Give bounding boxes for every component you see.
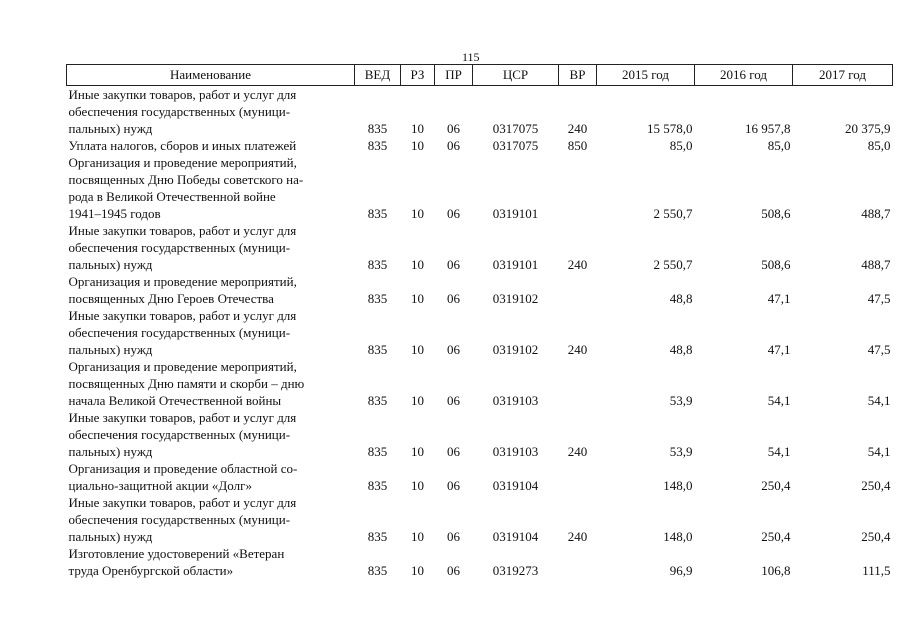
budget-table (66, 64, 893, 579)
table-row (67, 358, 893, 409)
row-2017: 250,4 (861, 529, 891, 544)
row-csr: 0319101 (492, 257, 539, 272)
row-vr (559, 273, 597, 307)
row-2015: 53,9 (669, 393, 693, 408)
row-2015: 148,0 (663, 478, 693, 493)
row-2016: 16 957,8 (745, 121, 791, 136)
row-2016: 54,1 (767, 393, 791, 408)
row-ved: 835 (367, 291, 388, 306)
row-csr: 0319104 (492, 529, 539, 544)
row-pr: 06 (447, 444, 460, 459)
row-2016: 106,8 (761, 563, 791, 578)
row-2017: 111,5 (862, 563, 891, 578)
row-2015: 15 578,0 (647, 121, 693, 136)
page-number: 115 (462, 50, 480, 64)
row-csr: 0317075 (492, 138, 539, 153)
row-ved: 835 (367, 121, 388, 136)
row-rz: 10 (411, 563, 424, 578)
row-name: Иные закупки товаров, работ и услуг для обеспечения государственных (муници- пальных) нужд (68, 223, 297, 272)
row-vr: 850 (567, 138, 588, 153)
row-rz: 10 (411, 206, 424, 221)
table-row (67, 545, 893, 579)
row-pr: 06 (447, 529, 460, 544)
row-vr (559, 358, 597, 409)
row-vr: 240 (567, 444, 588, 459)
row-vr (559, 154, 597, 222)
header-2017: 2017 год (793, 65, 893, 86)
row-ved: 835 (367, 393, 388, 408)
row-name: Организация и проведение мероприятий, посвященных Дню Героев Отечества (68, 274, 297, 306)
row-pr: 06 (447, 342, 460, 357)
row-csr: 0319103 (492, 444, 539, 459)
row-2016: 250,4 (761, 529, 791, 544)
row-vr (559, 545, 597, 579)
row-csr: 0317075 (492, 121, 539, 136)
row-rz: 10 (411, 138, 424, 153)
row-name: Организация и проведение мероприятий, посвященных Дню памяти и скорби – дню начала Великой Отечественной войны (68, 359, 305, 408)
row-vr: 240 (567, 529, 588, 544)
row-ved: 835 (367, 342, 388, 357)
row-2016: 250,4 (761, 478, 791, 493)
row-rz: 10 (411, 444, 424, 459)
row-name: Иные закупки товаров, работ и услуг для обеспечения государственных (муници- пальных) нужд (68, 495, 297, 544)
row-csr: 0319102 (492, 291, 539, 306)
table-header (67, 65, 893, 86)
table-row (67, 154, 893, 222)
row-2016: 508,6 (761, 206, 791, 221)
row-2017: 54,1 (867, 444, 891, 459)
row-pr: 06 (447, 138, 460, 153)
row-2015: 85,0 (669, 138, 693, 153)
header-2015: 2015 год (597, 65, 695, 86)
row-pr: 06 (447, 206, 460, 221)
row-rz: 10 (411, 529, 424, 544)
header-csr: ЦСР (473, 65, 559, 86)
row-ved: 835 (367, 138, 388, 153)
table-body (67, 86, 893, 580)
row-2016: 54,1 (767, 444, 791, 459)
table-row (67, 137, 893, 154)
row-2017: 20 375,9 (845, 121, 891, 136)
row-csr: 0319104 (492, 478, 539, 493)
table-row (67, 273, 893, 307)
row-2015: 96,9 (669, 563, 693, 578)
row-ved: 835 (367, 529, 388, 544)
row-csr: 0319102 (492, 342, 539, 357)
row-name: Изготовление удостоверений «Ветеран труда Оренбургской области» (68, 546, 285, 578)
header-name: Наименование (67, 65, 355, 86)
table-row (67, 494, 893, 545)
row-2017: 250,4 (861, 478, 891, 493)
row-ved: 835 (367, 444, 388, 459)
row-2016: 508,6 (761, 257, 791, 272)
row-ved: 835 (367, 478, 388, 493)
row-vr: 240 (567, 257, 588, 272)
header-pr: ПР (435, 65, 473, 86)
row-2015: 48,8 (669, 342, 693, 357)
row-pr: 06 (447, 257, 460, 272)
table-row (67, 409, 893, 460)
row-vr: 240 (567, 342, 588, 357)
row-pr: 06 (447, 563, 460, 578)
row-2015: 2 550,7 (653, 257, 693, 272)
row-rz: 10 (411, 257, 424, 272)
table-row (67, 222, 893, 273)
row-rz: 10 (411, 121, 424, 136)
row-2015: 53,9 (669, 444, 693, 459)
header-ved: ВЕД (355, 65, 401, 86)
row-pr: 06 (447, 393, 460, 408)
row-2017: 47,5 (867, 342, 891, 357)
row-rz: 10 (411, 478, 424, 493)
row-2016: 47,1 (767, 291, 791, 306)
row-2015: 2 550,7 (653, 206, 693, 221)
row-2016: 47,1 (767, 342, 791, 357)
row-2017: 85,0 (867, 138, 891, 153)
header-vr: ВР (559, 65, 597, 86)
row-name: Иные закупки товаров, работ и услуг для обеспечения государственных (муници- пальных) нужд (68, 410, 297, 459)
header-rz: РЗ (401, 65, 435, 86)
row-csr: 0319101 (492, 206, 539, 221)
header-2016: 2016 год (695, 65, 793, 86)
row-2017: 488,7 (861, 257, 891, 272)
row-vr (559, 460, 597, 494)
row-2017: 488,7 (861, 206, 891, 221)
row-2015: 148,0 (663, 529, 693, 544)
row-pr: 06 (447, 121, 460, 136)
row-ved: 835 (367, 206, 388, 221)
table-row (67, 460, 893, 494)
table-row (67, 86, 893, 138)
row-ved: 835 (367, 563, 388, 578)
row-name: Уплата налогов, сборов и иных платежей (68, 138, 297, 153)
row-2016: 85,0 (767, 138, 791, 153)
row-2015: 48,8 (669, 291, 693, 306)
row-csr: 0319103 (492, 393, 539, 408)
row-rz: 10 (411, 393, 424, 408)
row-csr: 0319273 (492, 563, 539, 578)
row-rz: 10 (411, 342, 424, 357)
row-pr: 06 (447, 478, 460, 493)
row-name: Иные закупки товаров, работ и услуг для обеспечения государственных (муници- пальных) нужд (68, 87, 297, 136)
row-name: Организация и проведение областной со- циально-защитной акции «Долг» (68, 461, 298, 493)
row-2017: 54,1 (867, 393, 891, 408)
row-vr: 240 (567, 121, 588, 136)
row-name: Иные закупки товаров, работ и услуг для обеспечения государственных (муници- пальных) нужд (68, 308, 297, 357)
row-name: Организация и проведение мероприятий, посвященных Дню Победы советского на- рода в Великой Отечественной войне 1941–1945 годов (68, 155, 304, 221)
row-rz: 10 (411, 291, 424, 306)
table-row (67, 307, 893, 358)
row-ved: 835 (367, 257, 388, 272)
row-2017: 47,5 (867, 291, 891, 306)
row-pr: 06 (447, 291, 460, 306)
